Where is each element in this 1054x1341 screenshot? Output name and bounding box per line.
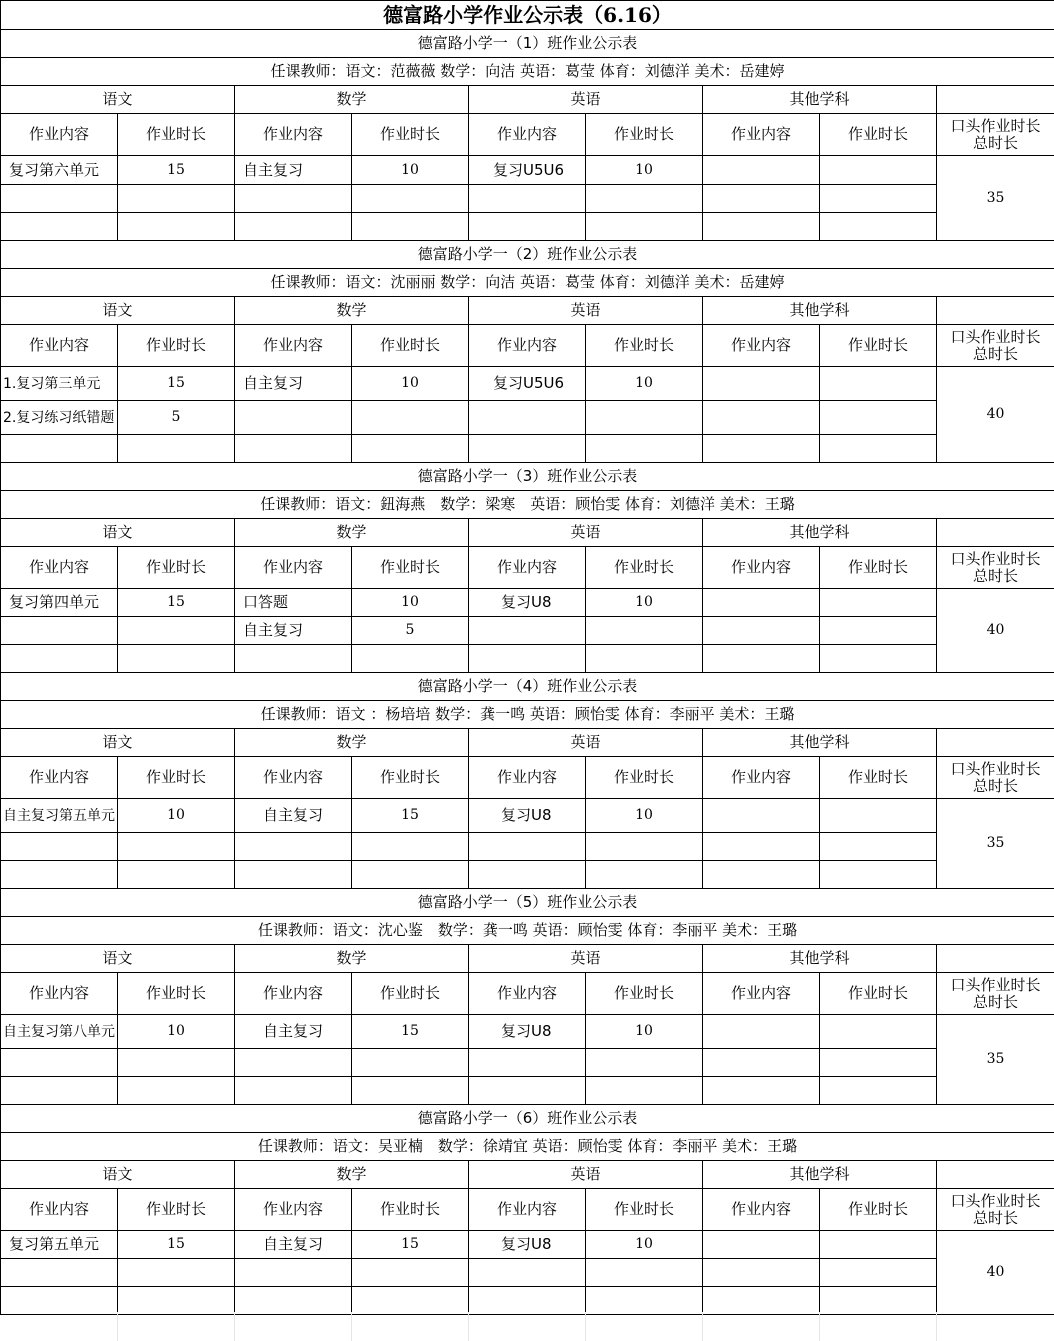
homework-other [703,1077,820,1105]
column-header-content: 作业内容 [1,547,118,589]
oral-header-line1: 口头作业时长 [950,549,1041,568]
subject-chinese-header: 语文 [1,1161,235,1189]
blank-header-cell [937,519,1054,547]
oral-duration-header [937,547,1054,589]
homework-chinese [1,617,118,645]
homework-english [469,645,586,673]
homework-math [235,401,352,435]
homework-english: 复习U8 [469,1015,586,1049]
homework-other [703,213,820,241]
duration-chinese: 15 [118,156,235,185]
homework-math [235,645,352,673]
homework-english: 复习U8 [469,1231,586,1259]
homework-math [235,1049,352,1077]
duration-english [586,645,703,673]
subject-other-header: 其他学科 [703,297,937,325]
oral-duration-total: 35 [937,156,1054,241]
duration-other [820,617,937,645]
column-header-content: 作业内容 [1,325,118,367]
homework-math: 自主复习 [235,367,352,401]
subject-math-header: 数学 [235,945,469,973]
oral-duration-header [937,325,1054,367]
oral-duration-header [937,757,1054,799]
column-header-content: 作业内容 [703,547,820,589]
homework-chinese [1,1287,118,1315]
homework-english [469,213,586,241]
column-header-content: 作业内容 [703,325,820,367]
column-header-duration: 作业时长 [352,547,469,589]
duration-math: 5 [352,617,469,645]
homework-chinese: 2.复习练习纸错题 [1,401,118,435]
duration-other [820,799,937,833]
homework-english: 复习U8 [469,589,586,617]
teacher-list: 任课教师：语文：沈丽丽 数学：向洁 英语：葛莹 体育：刘德洋 美术：岳建婷 [1,269,1054,297]
class-title: 德富路小学一（6）班作业公示表 [1,1105,1054,1133]
duration-english [586,1259,703,1287]
duration-math [352,185,469,213]
homework-chinese: 复习第六单元 [1,156,118,185]
subject-english-header: 英语 [469,86,703,114]
homework-english [469,1287,586,1315]
homework-other [703,589,820,617]
duration-other [820,401,937,435]
homework-other [703,156,820,185]
duration-english: 10 [586,1231,703,1259]
homework-math: 自主复习 [235,617,352,645]
column-header-duration: 作业时长 [586,547,703,589]
column-header-duration: 作业时长 [586,114,703,156]
class-title: 德富路小学一（2）班作业公示表 [1,241,1054,269]
duration-chinese [118,861,235,889]
blank-header-cell [937,86,1054,114]
subject-english-header: 英语 [469,519,703,547]
duration-english [586,213,703,241]
homework-other [703,1287,820,1315]
oral-duration-total: 40 [937,367,1054,463]
column-header-duration: 作业时长 [352,325,469,367]
duration-other [820,1287,937,1315]
homework-chinese: 1.复习第三单元 [1,367,118,401]
homework-other [703,617,820,645]
column-header-content: 作业内容 [703,1189,820,1231]
subject-english-header: 英语 [469,1161,703,1189]
teacher-list: 任课教师：语文 ：杨培培 数学：龚一鸣 英语：顾怡雯 体育：李丽平 美术：王璐 [1,701,1054,729]
homework-math [235,435,352,463]
homework-chinese: 复习第五单元 [1,1231,118,1259]
homework-math [235,833,352,861]
duration-math: 15 [352,799,469,833]
duration-math [352,401,469,435]
homework-math [235,1287,352,1315]
duration-chinese [118,185,235,213]
class-title: 德富路小学一（4）班作业公示表 [1,673,1054,701]
blank-header-cell [937,1161,1054,1189]
homework-english: 复习U5U6 [469,156,586,185]
homework-other [703,435,820,463]
homework-math [235,213,352,241]
subject-math-header: 数学 [235,297,469,325]
column-header-duration: 作业时长 [820,114,937,156]
subject-math-header: 数学 [235,519,469,547]
homework-english: 复习U8 [469,799,586,833]
duration-english [586,1049,703,1077]
class-title: 德富路小学一（5）班作业公示表 [1,889,1054,917]
subject-chinese-header: 语文 [1,297,235,325]
duration-math [352,861,469,889]
duration-chinese: 15 [118,589,235,617]
duration-math [352,435,469,463]
homework-other [703,185,820,213]
duration-other [820,861,937,889]
column-header-content: 作业内容 [1,973,118,1015]
duration-math: 15 [352,1231,469,1259]
oral-header-line1: 口头作业时长 [950,759,1041,778]
duration-math: 10 [352,589,469,617]
duration-other [820,1015,937,1049]
oral-header-line2: 总时长 [973,344,1019,363]
homework-english [469,401,586,435]
duration-english: 10 [586,367,703,401]
homework-chinese [1,185,118,213]
homework-math: 口答题 [235,589,352,617]
duration-other [820,156,937,185]
duration-english [586,617,703,645]
column-header-content: 作业内容 [469,1189,586,1231]
column-header-content: 作业内容 [703,757,820,799]
column-header-content: 作业内容 [469,114,586,156]
column-header-duration: 作业时长 [352,1189,469,1231]
homework-english [469,861,586,889]
oral-duration-header [937,1189,1054,1231]
class-title: 德富路小学一（3）班作业公示表 [1,463,1054,491]
homework-other [703,367,820,401]
subject-other-header: 其他学科 [703,945,937,973]
homework-chinese [1,435,118,463]
column-header-content: 作业内容 [469,325,586,367]
subject-chinese-header: 语文 [1,519,235,547]
homework-other [703,1015,820,1049]
duration-other [820,589,937,617]
oral-duration-header [937,114,1054,156]
duration-english: 10 [586,589,703,617]
oral-header-line1: 口头作业时长 [950,116,1041,135]
homework-math [235,1077,352,1105]
column-header-duration: 作业时长 [820,973,937,1015]
column-header-duration: 作业时长 [586,1189,703,1231]
column-header-duration: 作业时长 [820,757,937,799]
duration-chinese [118,1077,235,1105]
homework-other [703,401,820,435]
column-header-content: 作业内容 [469,973,586,1015]
homework-chinese: 复习第四单元 [1,589,118,617]
duration-english [586,1077,703,1105]
teacher-list: 任课教师：语文：沈心鉴 数学：龚一鸣 英语：顾怡雯 体育：李丽平 美术：王璐 [1,917,1054,945]
column-header-duration: 作业时长 [118,114,235,156]
duration-english: 10 [586,156,703,185]
blank-header-cell [937,945,1054,973]
column-header-duration: 作业时长 [820,547,937,589]
homework-chinese [1,645,118,673]
column-header-content: 作业内容 [703,973,820,1015]
column-header-content: 作业内容 [235,547,352,589]
homework-other [703,1259,820,1287]
column-header-content: 作业内容 [235,1189,352,1231]
homework-math: 自主复习 [235,1231,352,1259]
column-header-content: 作业内容 [235,325,352,367]
column-header-duration: 作业时长 [352,114,469,156]
duration-chinese [118,213,235,241]
column-header-content: 作业内容 [1,114,118,156]
subject-other-header: 其他学科 [703,729,937,757]
column-header-content: 作业内容 [469,757,586,799]
duration-chinese [118,645,235,673]
homework-math [235,185,352,213]
homework-math: 自主复习 [235,1015,352,1049]
teacher-list: 任课教师：语文：吴亚楠 数学：徐靖宜 英语：顾怡雯 体育：李丽平 美术：王璐 [1,1133,1054,1161]
subject-other-header: 其他学科 [703,1161,937,1189]
column-header-duration: 作业时长 [118,325,235,367]
duration-chinese [118,435,235,463]
homework-chinese [1,861,118,889]
duration-other [820,1049,937,1077]
homework-math: 自主复习 [235,799,352,833]
homework-other [703,1231,820,1259]
homework-english [469,185,586,213]
column-header-duration: 作业时长 [352,973,469,1015]
oral-duration-total: 35 [937,1015,1054,1105]
homework-other [703,861,820,889]
blank-header-cell [937,729,1054,757]
duration-math [352,645,469,673]
duration-chinese [118,1049,235,1077]
homework-other [703,833,820,861]
duration-other [820,645,937,673]
oral-header-line1: 口头作业时长 [950,1191,1041,1210]
subject-other-header: 其他学科 [703,86,937,114]
subject-english-header: 英语 [469,297,703,325]
duration-chinese: 10 [118,799,235,833]
column-header-duration: 作业时长 [118,757,235,799]
duration-other [820,185,937,213]
duration-math [352,1287,469,1315]
oral-duration-total: 40 [937,1231,1054,1315]
duration-other [820,435,937,463]
column-header-duration: 作业时长 [586,973,703,1015]
duration-english: 10 [586,1015,703,1049]
homework-other [703,645,820,673]
duration-chinese [118,617,235,645]
homework-math: 自主复习 [235,156,352,185]
homework-chinese [1,1049,118,1077]
subject-math-header: 数学 [235,729,469,757]
teacher-list: 任课教师：语文：鈕海燕 数学：梁寒 英语：顾怡雯 体育：刘德洋 美术：王璐 [1,491,1054,519]
duration-chinese: 15 [118,1231,235,1259]
duration-english [586,1287,703,1315]
oral-header-line2: 总时长 [973,776,1019,795]
subject-chinese-header: 语文 [1,945,235,973]
homework-chinese [1,833,118,861]
duration-math: 10 [352,156,469,185]
column-header-content: 作业内容 [469,547,586,589]
homework-english [469,833,586,861]
homework-chinese: 自主复习第五单元 [1,799,118,833]
homework-chinese: 自主复习第八单元 [1,1015,118,1049]
homework-english [469,1049,586,1077]
duration-english [586,833,703,861]
homework-english [469,1077,586,1105]
homework-chinese [1,1259,118,1287]
column-header-content: 作业内容 [1,1189,118,1231]
subject-math-header: 数学 [235,86,469,114]
subject-chinese-header: 语文 [1,86,235,114]
duration-other [820,1231,937,1259]
column-header-duration: 作业时长 [118,547,235,589]
oral-duration-total: 40 [937,589,1054,673]
column-header-content: 作业内容 [235,114,352,156]
column-header-duration: 作业时长 [820,1189,937,1231]
duration-other [820,1077,937,1105]
subject-math-header: 数学 [235,1161,469,1189]
duration-chinese [118,1287,235,1315]
duration-english [586,185,703,213]
duration-chinese: 5 [118,401,235,435]
duration-english: 10 [586,799,703,833]
oral-header-line2: 总时长 [973,992,1019,1011]
homework-english [469,617,586,645]
empty-grid-tail [0,1312,1054,1341]
class-title: 德富路小学一（1）班作业公示表 [1,30,1054,58]
homework-other [703,799,820,833]
subject-chinese-header: 语文 [1,729,235,757]
column-header-duration: 作业时长 [352,757,469,799]
oral-header-line2: 总时长 [973,1208,1019,1227]
teacher-list: 任课教师：语文：范薇薇 数学：向洁 英语：葛莹 体育：刘德洋 美术：岳建婷 [1,58,1054,86]
oral-header-line1: 口头作业时长 [950,975,1041,994]
subject-english-header: 英语 [469,729,703,757]
sheet-title: 德富路小学作业公示表（6.16） [1,1,1054,30]
duration-other [820,1259,937,1287]
oral-duration-total: 35 [937,799,1054,889]
subject-other-header: 其他学科 [703,519,937,547]
homework-english [469,435,586,463]
oral-header-line2: 总时长 [973,133,1019,152]
subject-english-header: 英语 [469,945,703,973]
homework-chinese [1,213,118,241]
duration-math: 10 [352,367,469,401]
duration-other [820,833,937,861]
column-header-duration: 作业时长 [586,325,703,367]
duration-other [820,213,937,241]
duration-chinese [118,1259,235,1287]
duration-chinese: 10 [118,1015,235,1049]
blank-header-cell [937,297,1054,325]
duration-chinese: 15 [118,367,235,401]
homework-math [235,1259,352,1287]
column-header-duration: 作业时长 [118,1189,235,1231]
column-header-content: 作业内容 [235,757,352,799]
homework-english [469,1259,586,1287]
homework-other [703,1049,820,1077]
duration-math [352,1259,469,1287]
oral-duration-header [937,973,1054,1015]
homework-math [235,861,352,889]
duration-math: 15 [352,1015,469,1049]
duration-math [352,213,469,241]
column-header-duration: 作业时长 [118,973,235,1015]
column-header-content: 作业内容 [703,114,820,156]
duration-math [352,833,469,861]
column-header-duration: 作业时长 [586,757,703,799]
duration-english [586,861,703,889]
duration-other [820,367,937,401]
duration-math [352,1049,469,1077]
duration-math [352,1077,469,1105]
oral-header-line2: 总时长 [973,566,1019,585]
homework-chinese [1,1077,118,1105]
homework-english: 复习U5U6 [469,367,586,401]
duration-chinese [118,833,235,861]
duration-english [586,435,703,463]
oral-header-line1: 口头作业时长 [950,327,1041,346]
column-header-content: 作业内容 [235,973,352,1015]
column-header-content: 作业内容 [1,757,118,799]
duration-english [586,401,703,435]
column-header-duration: 作业时长 [820,325,937,367]
